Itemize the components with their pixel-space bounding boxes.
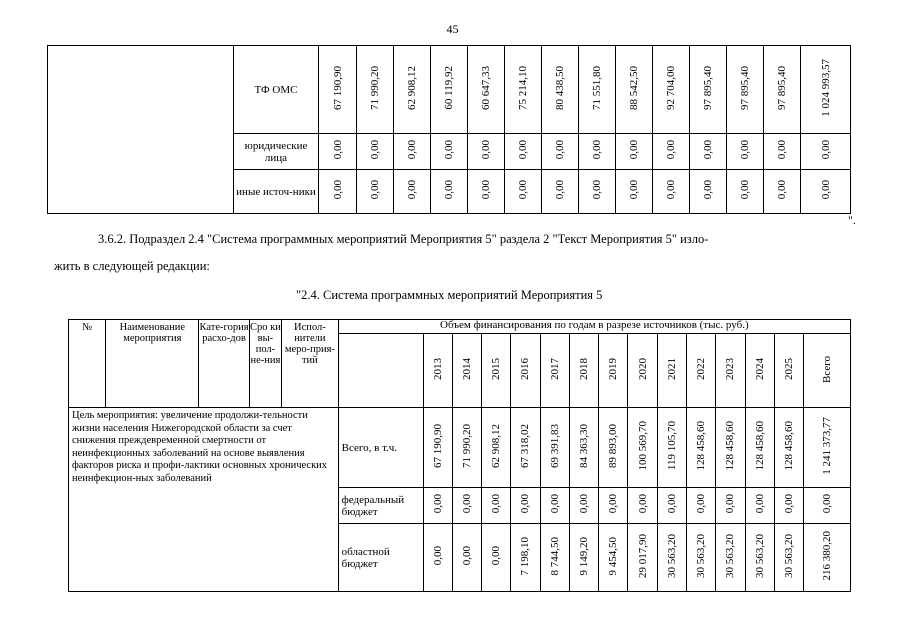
value-cell-text: 0,00: [702, 180, 714, 200]
value-cell-text: 71 990,20: [460, 424, 473, 468]
header-executors: Испол-нители меро-прия-тий: [282, 320, 339, 408]
value-cell: [394, 170, 431, 214]
value-cell: [690, 134, 727, 170]
value-cell-text: 0,00: [331, 180, 344, 200]
year-header: [452, 334, 481, 408]
value-cell: [764, 170, 801, 214]
value-cell-text: 0,00: [480, 140, 492, 160]
value-cell: [482, 488, 511, 524]
value-cell: [357, 134, 394, 170]
value-cell-text: 67 190,90: [331, 66, 344, 110]
value-cell: [569, 488, 598, 524]
source-label: иные источ-ники: [234, 170, 319, 214]
total-cell: [804, 524, 851, 592]
value-cell-text: 0,00: [406, 140, 418, 160]
value-cell-text: 100 569,70: [636, 421, 649, 471]
value-cell: [569, 408, 598, 488]
year-header-text: 2019: [607, 358, 620, 380]
value-cell: [774, 408, 803, 488]
value-cell: [431, 46, 468, 134]
value-cell-text: 92 704,00: [665, 66, 677, 110]
value-cell: [579, 170, 616, 214]
source-label: Всего, в т.ч.: [338, 408, 423, 488]
value-cell-text: 0,00: [443, 140, 455, 160]
value-cell-text: 0,00: [517, 140, 529, 160]
source-label: ТФ ОМС: [234, 46, 319, 134]
value-cell-text: 0,00: [665, 494, 678, 514]
year-header-text: 2020: [636, 358, 649, 380]
value-cell-text: 71 551,80: [591, 66, 603, 110]
activity-goal: Цель мероприятия: увеличение продолжи-тельности жизни населения Нижегородской области за счет снижения преждевременной смертности от неинфекционных заболеваний на основе выявления факторов риска и профи-лактики основных хронических неинфекцион-ных заболеваний: [69, 408, 339, 592]
value-cell: [542, 170, 579, 214]
value-cell: [745, 488, 774, 524]
blank-cell: [48, 46, 234, 214]
value-cell: [540, 408, 569, 488]
value-cell-text: 0,00: [369, 180, 381, 200]
value-cell-text: 0,00: [753, 494, 766, 514]
value-cell: [716, 408, 745, 488]
value-cell: [653, 46, 690, 134]
value-cell-text: 80 438,50: [554, 66, 566, 110]
value-cell: [690, 170, 727, 214]
value-cell-text: 0,00: [460, 494, 473, 514]
value-cell-text: 128 458,60: [695, 421, 708, 471]
year-header: [423, 334, 452, 408]
value-cell: [423, 408, 452, 488]
value-cell-text: 0,00: [776, 140, 788, 160]
year-header: [628, 334, 657, 408]
value-cell: [394, 46, 431, 134]
value-cell: [569, 524, 598, 592]
year-header-text: 2023: [724, 358, 737, 380]
value-cell: [774, 524, 803, 592]
year-header-text: 2022: [695, 358, 708, 380]
value-cell: [357, 46, 394, 134]
value-cell: [511, 488, 540, 524]
value-cell: [468, 134, 505, 170]
value-cell-text: 0,00: [724, 494, 737, 514]
value-cell-text: 30 563,20: [783, 534, 796, 578]
value-cell-text: 0,00: [665, 180, 677, 200]
value-cell-text: 0,00: [665, 140, 677, 160]
value-cell: [599, 524, 628, 592]
value-cell-text: 30 563,20: [695, 534, 708, 578]
year-header: [774, 334, 803, 408]
year-header: [482, 334, 511, 408]
value-cell: [653, 134, 690, 170]
value-cell-text: 0,00: [460, 546, 473, 566]
value-cell: [505, 134, 542, 170]
value-cell-text: 0,00: [431, 546, 444, 566]
year-header: [745, 334, 774, 408]
value-cell-text: 0,00: [490, 494, 503, 514]
value-cell-text: 67 318,02: [519, 424, 532, 468]
year-header: [716, 334, 745, 408]
value-cell-text: 60 647,33: [480, 66, 492, 110]
value-cell: [452, 524, 481, 592]
value-cell-text: 0,00: [443, 180, 455, 200]
value-cell-text: 0,00: [480, 180, 492, 200]
value-cell-text: 0,00: [636, 494, 649, 514]
total-cell: [801, 170, 851, 214]
value-cell: [687, 408, 716, 488]
value-cell: [774, 488, 803, 524]
value-cell-text: 29 017,90: [636, 534, 649, 578]
paragraph-line-2: жить в следующей редакции:: [54, 259, 210, 273]
year-header-text: 2025: [783, 358, 796, 380]
value-cell-text: 0,00: [628, 140, 640, 160]
source-label: федеральный бюджет: [338, 488, 423, 524]
value-cell: [716, 524, 745, 592]
value-cell: [511, 408, 540, 488]
total-cell-text: 216 380,20: [821, 531, 834, 581]
value-cell: [319, 170, 357, 214]
value-cell-text: 0,00: [519, 494, 532, 514]
total-cell: [804, 408, 851, 488]
value-cell-text: 62 908,12: [490, 424, 503, 468]
value-cell-text: 0,00: [776, 180, 788, 200]
value-cell-text: 88 542,50: [628, 66, 640, 110]
value-cell-text: 0,00: [591, 140, 603, 160]
year-header-text: 2014: [460, 358, 473, 380]
value-cell: [657, 408, 686, 488]
value-cell-text: 119 105,70: [665, 421, 678, 471]
value-cell: [616, 134, 653, 170]
total-cell-text: 0,00: [819, 180, 832, 200]
year-header-text: 2016: [519, 358, 532, 380]
total-cell-text: 1 024 993,57: [819, 59, 832, 117]
header-name: Наименование мероприятия: [106, 320, 199, 408]
value-cell: [687, 488, 716, 524]
year-header-text: 2015: [490, 358, 503, 380]
value-cell-text: 69 391,83: [548, 424, 561, 468]
year-header-text: 2018: [578, 358, 591, 380]
value-cell: [423, 524, 452, 592]
value-cell: [468, 46, 505, 134]
value-cell: [540, 488, 569, 524]
table-row: [48, 46, 851, 134]
value-cell-text: 0,00: [554, 140, 566, 160]
value-cell: [745, 408, 774, 488]
section-title: "2.4. Система программных мероприятий Мероприятия 5: [296, 288, 603, 302]
year-header-text: 2017: [548, 358, 561, 380]
value-cell-text: 0,00: [739, 140, 751, 160]
total-cell: [801, 134, 851, 170]
year-header: [569, 334, 598, 408]
value-cell-text: 97 895,40: [702, 66, 714, 110]
value-cell: [542, 46, 579, 134]
source-label: юридические лица: [234, 134, 319, 170]
year-header: [511, 334, 540, 408]
year-header: [657, 334, 686, 408]
value-cell: [505, 170, 542, 214]
value-cell: [431, 134, 468, 170]
value-cell-text: 84 363,30: [578, 424, 591, 468]
top-funding-table: [47, 45, 851, 214]
value-cell-text: 0,00: [578, 494, 591, 514]
value-cell: [423, 488, 452, 524]
value-cell: [579, 46, 616, 134]
value-cell-text: 0,00: [783, 494, 796, 514]
value-cell: [690, 46, 727, 134]
value-cell-text: 0,00: [607, 494, 620, 514]
value-cell-text: 97 895,40: [776, 66, 788, 110]
year-header-text: 2013: [431, 358, 444, 380]
value-cell: [579, 134, 616, 170]
value-cell-text: 0,00: [431, 494, 444, 514]
value-cell: [616, 170, 653, 214]
value-cell: [745, 524, 774, 592]
total-cell-text: 0,00: [819, 140, 832, 160]
year-header-text: 2024: [753, 358, 766, 380]
value-cell-text: 9 149,20: [578, 536, 591, 576]
value-cell: [764, 46, 801, 134]
value-cell-text: 0,00: [554, 180, 566, 200]
value-cell: [599, 408, 628, 488]
year-header-text: 2021: [665, 358, 678, 380]
value-cell-text: 128 458,60: [783, 421, 796, 471]
value-cell-text: 0,00: [490, 546, 503, 566]
value-cell-text: 0,00: [702, 140, 714, 160]
header-number: №: [69, 320, 106, 408]
value-cell: [431, 170, 468, 214]
value-cell-text: 0,00: [739, 180, 751, 200]
year-header: [687, 334, 716, 408]
value-cell: [727, 134, 764, 170]
year-header: [599, 334, 628, 408]
value-cell-text: 0,00: [406, 180, 418, 200]
paragraph-line-1: 3.6.2. Подраздел 2.4 "Система программных мероприятий Мероприятия 5" раздела 2 "Текст Мероприятия 5" изло-: [98, 232, 709, 246]
value-cell: [357, 170, 394, 214]
value-cell-text: 0,00: [695, 494, 708, 514]
value-cell-text: 0,00: [369, 140, 381, 160]
closing-quote: ".: [848, 213, 856, 227]
year-header: [540, 334, 569, 408]
total-cell-text: 0,00: [821, 494, 834, 514]
value-cell-text: 97 895,40: [739, 66, 751, 110]
value-cell-text: 75 214,10: [517, 66, 529, 110]
value-cell: [319, 134, 357, 170]
value-cell: [394, 134, 431, 170]
year-header: [804, 334, 851, 408]
total-cell: [804, 488, 851, 524]
value-cell: [452, 408, 481, 488]
value-cell: [657, 488, 686, 524]
value-cell-text: 0,00: [548, 494, 561, 514]
value-cell-text: 9 454,50: [607, 536, 620, 576]
value-cell: [653, 170, 690, 214]
value-cell: [468, 170, 505, 214]
table-row: [69, 408, 851, 488]
page-number: 45: [446, 22, 459, 36]
value-cell: [599, 488, 628, 524]
value-cell: [727, 170, 764, 214]
total-cell-text: 1 241 373,77: [821, 417, 834, 475]
value-cell: [727, 46, 764, 134]
value-cell-text: 30 563,20: [665, 534, 678, 578]
value-cell: [628, 524, 657, 592]
value-cell-text: 8 744,50: [548, 536, 561, 576]
value-cell-text: 0,00: [331, 140, 344, 160]
value-cell-text: 62 908,12: [406, 66, 418, 110]
value-cell-text: 60 119,92: [443, 66, 455, 110]
value-cell: [482, 524, 511, 592]
source-label: областной бюджет: [338, 524, 423, 592]
value-cell: [764, 134, 801, 170]
value-cell: [687, 524, 716, 592]
value-cell: [505, 46, 542, 134]
value-cell: [616, 46, 653, 134]
value-cell: [542, 134, 579, 170]
header-terms: Сро ки вы-пол-не-ния: [249, 320, 281, 408]
value-cell-text: 0,00: [628, 180, 640, 200]
value-cell-text: 128 458,60: [724, 421, 737, 471]
value-cell-text: 0,00: [517, 180, 529, 200]
total-cell: [801, 46, 851, 134]
value-cell-text: 71 990,20: [369, 66, 381, 110]
header-category: Кате-гория расхо-дов: [199, 320, 250, 408]
value-cell: [319, 46, 357, 134]
value-cell-text: 30 563,20: [753, 534, 766, 578]
value-cell-text: 7 198,10: [519, 536, 532, 576]
value-cell: [452, 488, 481, 524]
value-cell-text: 0,00: [591, 180, 603, 200]
header-source-blank: [338, 334, 423, 408]
value-cell: [540, 524, 569, 592]
value-cell-text: 67 190,90: [431, 424, 444, 468]
value-cell: [482, 408, 511, 488]
value-cell: [657, 524, 686, 592]
value-cell: [716, 488, 745, 524]
value-cell: [628, 408, 657, 488]
header-funding: Объем финансирования по годам в разрезе источников (тыс. руб.): [338, 320, 850, 334]
value-cell: [628, 488, 657, 524]
value-cell: [511, 524, 540, 592]
year-header-text: Всего: [821, 355, 834, 383]
value-cell-text: 89 893,00: [607, 424, 620, 468]
activities-table: [68, 319, 851, 592]
value-cell-text: 128 458,60: [753, 421, 766, 471]
value-cell-text: 30 563,20: [724, 534, 737, 578]
